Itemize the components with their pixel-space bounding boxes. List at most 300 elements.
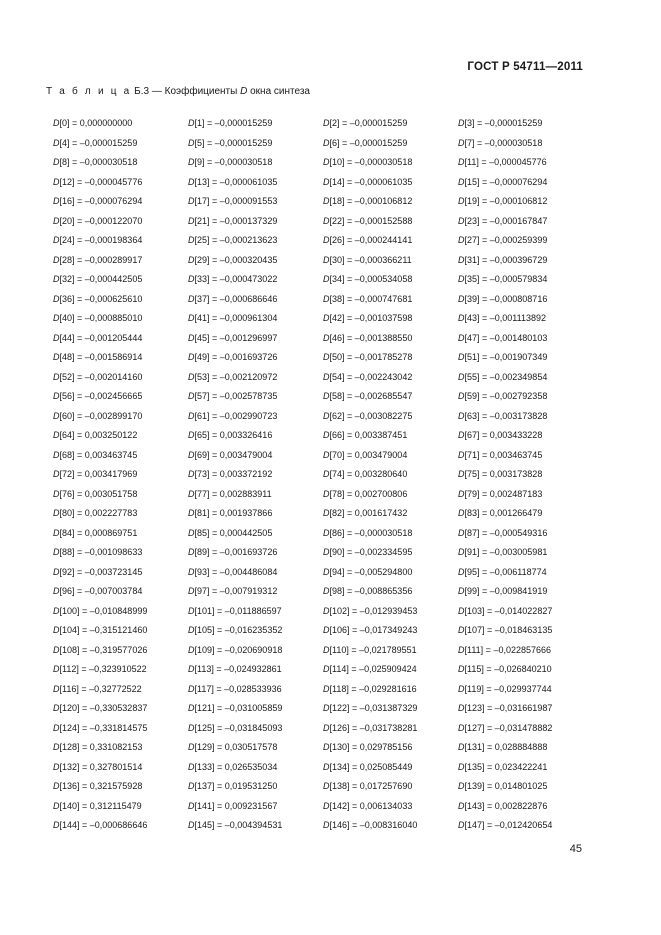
table-row	[53, 429, 613, 449]
coefficient-value: [46] = –0,001388550	[329, 332, 413, 343]
coefficient-cell	[458, 702, 593, 722]
coefficient-value: [138] = 0,017257690	[329, 781, 413, 791]
coefficient-symbol: D	[458, 137, 465, 148]
coefficient-symbol: D	[458, 644, 465, 655]
table-row	[53, 351, 613, 371]
table-row	[53, 449, 613, 469]
coefficient-value: [23] = –0,000167847	[464, 215, 548, 226]
coefficient-cell	[188, 702, 323, 722]
table-row	[53, 605, 613, 625]
coefficient-value: [83] = 0,001266479	[464, 508, 543, 518]
coefficient-cell	[53, 117, 188, 137]
coefficient-value: [32] = –0,000442505	[59, 274, 143, 284]
table-row	[53, 507, 613, 527]
coefficient-cell	[458, 332, 593, 352]
coefficient-cell	[188, 117, 323, 137]
coefficient-cell	[458, 117, 593, 137]
coefficient-cell	[458, 410, 593, 430]
coefficient-symbol: D	[188, 254, 195, 265]
coefficient-cell	[323, 410, 458, 430]
coefficient-cell	[458, 546, 593, 566]
table-row	[53, 527, 613, 547]
coefficient-value: [72] = 0,003417969	[59, 469, 138, 479]
coefficient-cell	[323, 468, 458, 488]
coefficient-cell	[53, 215, 188, 235]
coefficient-value: [54] = –0,002243042	[329, 371, 413, 382]
coefficient-symbol: D	[323, 625, 330, 635]
coefficient-cell	[458, 351, 593, 371]
coefficient-cell	[323, 312, 458, 332]
coefficient-symbol: D	[53, 274, 60, 284]
coefficient-cell	[458, 137, 593, 157]
coefficient-symbol: D	[458, 293, 465, 304]
coefficient-symbol: D	[188, 586, 195, 596]
table-row	[53, 566, 613, 586]
coefficient-value: [137] = 0,019531250	[194, 781, 278, 791]
coefficient-symbol: D	[188, 820, 195, 830]
coefficient-value: [68] = 0,003463745	[59, 449, 138, 460]
coefficient-value: [10] = –0,000030518	[329, 157, 413, 167]
coefficient-cell	[53, 644, 188, 664]
table-row	[53, 117, 613, 137]
coefficient-cell	[458, 605, 593, 625]
coefficient-cell	[188, 819, 323, 839]
coefficient-value: [119] = –0,029937744	[464, 683, 552, 694]
coefficient-cell	[323, 429, 458, 449]
coefficient-value: [122] = –0,031387329	[329, 703, 418, 713]
coefficient-symbol: D	[458, 664, 465, 674]
coefficient-value: [19] = –0,000106812	[464, 196, 548, 206]
coefficient-symbol: D	[188, 332, 195, 343]
coefficient-value: [101] = –0,011886597	[194, 605, 282, 616]
coefficient-cell	[188, 741, 323, 761]
coefficient-symbol: D	[323, 196, 330, 206]
coefficient-value: [131] = 0,028884888	[464, 742, 548, 752]
coefficient-value: [50] = –0,001785278	[329, 352, 413, 362]
coefficient-value: [27] = –0,000259399	[464, 235, 548, 245]
coefficient-value: [75] = 0,003173828	[464, 469, 543, 479]
coefficient-cell	[53, 351, 188, 371]
coefficient-symbol: D	[188, 781, 195, 791]
coefficient-value: [123] = –0,031661987	[464, 703, 553, 713]
coefficient-cell	[188, 566, 323, 586]
page-number: 45	[569, 843, 582, 855]
coefficient-cell	[458, 156, 593, 176]
coefficient-symbol: D	[323, 235, 330, 245]
table-row	[53, 683, 613, 703]
coefficient-symbol: D	[188, 215, 195, 226]
coefficient-value: [96] = –0,007003784	[59, 586, 143, 596]
coefficient-symbol: D	[188, 547, 195, 557]
coefficient-cell	[53, 702, 188, 722]
coefficient-cell	[53, 137, 188, 157]
coefficient-cell	[188, 371, 323, 391]
coefficient-cell	[323, 761, 458, 781]
coefficient-value: [51] = –0,001907349	[464, 352, 548, 362]
coefficient-symbol: D	[53, 820, 60, 830]
coefficient-cell	[53, 800, 188, 820]
coefficient-cell	[188, 351, 323, 371]
coefficient-cell	[458, 722, 593, 742]
coefficient-value: [13] = –0,000061035	[194, 176, 278, 187]
coefficient-value: [30] = –0,000366211	[329, 254, 412, 265]
table-row	[53, 644, 613, 664]
coefficient-cell	[188, 605, 323, 625]
coefficient-symbol: D	[53, 157, 60, 167]
coefficient-symbol: D	[188, 410, 195, 421]
coefficient-value: [135] = 0,023422241	[464, 761, 548, 772]
coefficient-cell	[458, 507, 593, 527]
coefficient-value: [7] = –0,000030518	[464, 137, 543, 148]
coefficient-symbol: D	[323, 644, 330, 655]
table-row	[53, 488, 613, 508]
coefficient-cell	[53, 546, 188, 566]
coefficient-symbol: D	[458, 118, 465, 128]
coefficient-symbol: D	[53, 742, 60, 752]
coefficient-cell	[323, 390, 458, 410]
coefficient-cell	[53, 507, 188, 527]
coefficient-symbol: D	[323, 761, 330, 772]
coefficient-value: [39] = –0,000808716	[464, 293, 548, 304]
coefficient-cell	[323, 117, 458, 137]
table-row	[53, 800, 613, 820]
coefficient-symbol: D	[53, 410, 60, 421]
coefficient-symbol: D	[323, 605, 330, 616]
coefficient-symbol: D	[323, 254, 330, 265]
coefficient-value: [103] = –0,014022827	[464, 605, 553, 616]
coefficient-symbol: D	[458, 800, 465, 811]
coefficient-symbol: D	[458, 176, 465, 187]
coefficient-value: [147] = –0,012420654	[464, 820, 553, 830]
coefficient-symbol: D	[188, 722, 195, 733]
coefficient-cell	[323, 566, 458, 586]
coefficient-cell	[188, 527, 323, 547]
coefficient-symbol: D	[323, 566, 330, 577]
table-row	[53, 663, 613, 683]
coefficient-symbol: D	[53, 196, 60, 206]
coefficient-cell	[323, 663, 458, 683]
coefficient-value: [146] = –0,008316040	[329, 820, 418, 830]
coefficient-symbol: D	[188, 508, 195, 518]
coefficient-symbol: D	[53, 332, 60, 343]
coefficient-cell	[323, 546, 458, 566]
coefficient-symbol: D	[458, 157, 465, 167]
coefficient-symbol: D	[323, 157, 330, 167]
coefficient-symbol: D	[458, 274, 465, 284]
coefficient-cell	[188, 644, 323, 664]
coefficient-value: [143] = 0,002822876	[464, 800, 548, 811]
coefficient-value: [53] = –0,002120972	[194, 371, 278, 382]
coefficient-cell	[188, 234, 323, 254]
coefficient-value: [114] = –0,025909424	[329, 664, 417, 674]
coefficient-value: [31] = –0,000396729	[464, 254, 548, 265]
coefficient-symbol: D	[53, 644, 60, 655]
coefficient-symbol: D	[53, 625, 60, 635]
coefficient-symbol: D	[188, 196, 195, 206]
coefficient-cell	[53, 176, 188, 196]
coefficient-value: [145] = –0,004394531	[194, 820, 283, 830]
table-row	[53, 761, 613, 781]
coefficient-value: [28] = –0,000289917	[59, 254, 143, 265]
coefficient-value: [142] = 0,006134033	[329, 800, 413, 811]
coefficient-symbol: D	[53, 391, 60, 401]
coefficient-cell	[53, 195, 188, 215]
coefficient-symbol: D	[53, 430, 60, 440]
coefficient-cell	[188, 780, 323, 800]
coefficient-value: [69] = 0,003479004	[194, 449, 273, 460]
coefficient-value: [102] = –0,012939453	[329, 605, 418, 616]
coefficient-symbol: D	[53, 352, 60, 362]
coefficient-value: [109] = –0,020690918	[194, 644, 283, 655]
coefficient-cell	[53, 468, 188, 488]
coefficient-symbol: D	[323, 293, 330, 304]
coefficient-symbol: D	[188, 118, 195, 128]
coefficient-symbol: D	[323, 683, 330, 694]
coefficients-table	[53, 117, 613, 839]
coefficient-value: [104] = –0,315121460	[59, 625, 148, 635]
coefficient-value: [106] = –0,017349243	[329, 625, 418, 635]
coefficient-value: [91] = –0,003005981	[464, 547, 548, 557]
table-row	[53, 741, 613, 761]
coefficient-symbol: D	[53, 800, 60, 811]
coefficient-symbol: D	[53, 703, 60, 713]
table-row	[53, 293, 613, 313]
coefficient-value: [43] = –0,001113892	[464, 313, 546, 323]
coefficient-symbol: D	[458, 235, 465, 245]
coefficient-cell	[53, 780, 188, 800]
coefficient-value: [47] = –0,001480103	[464, 332, 548, 343]
coefficient-cell	[188, 722, 323, 742]
coefficient-cell	[323, 156, 458, 176]
coefficient-value: [74] = 0,003280640	[329, 469, 408, 479]
coefficient-value: [67] = 0,003433228	[464, 430, 543, 440]
coefficient-cell	[188, 332, 323, 352]
coefficient-cell	[458, 566, 593, 586]
table-row	[53, 702, 613, 722]
coefficient-value: [107] = –0,018463135	[464, 625, 553, 635]
coefficient-value: [24] = –0,000198364	[59, 235, 143, 245]
coefficient-symbol: D	[53, 722, 60, 733]
coefficient-symbol: D	[53, 293, 60, 304]
coefficient-cell	[458, 449, 593, 469]
coefficient-value: [128] = 0,331082153	[59, 742, 143, 752]
coefficient-value: [85] = 0,000442505	[194, 527, 273, 538]
coefficient-symbol: D	[53, 137, 60, 148]
coefficient-symbol: D	[323, 410, 330, 421]
coefficient-cell	[323, 741, 458, 761]
coefficient-value: [14] = –0,000061035	[329, 176, 413, 187]
coefficient-cell	[53, 449, 188, 469]
coefficient-cell	[188, 429, 323, 449]
coefficient-value: [44] = –0,001205444	[59, 332, 143, 343]
coefficient-value: [70] = 0,003479004	[329, 449, 408, 460]
coefficient-cell	[188, 624, 323, 644]
coefficient-value: [11] = –0,000045776	[464, 157, 547, 167]
coefficient-value: [49] = –0,001693726	[194, 352, 278, 362]
coefficient-cell	[188, 156, 323, 176]
coefficient-cell	[458, 644, 593, 664]
coefficient-cell	[458, 741, 593, 761]
coefficient-value: [112] = –0,323910522	[59, 664, 147, 674]
coefficient-cell	[458, 761, 593, 781]
coefficient-value: [110] = –0,021789551	[329, 644, 417, 655]
coefficient-symbol: D	[458, 547, 465, 557]
coefficient-value: [113] = –0,024932861	[194, 664, 282, 674]
coefficient-cell	[458, 390, 593, 410]
coefficient-value: [4] = –0,000015259	[59, 137, 138, 148]
coefficient-cell	[323, 215, 458, 235]
coefficient-symbol: D	[323, 118, 330, 128]
coefficient-value: [15] = –0,000076294	[464, 176, 548, 187]
coefficient-value: [141] = 0,009231567	[194, 800, 278, 811]
coefficient-symbol: D	[458, 781, 465, 791]
coefficient-symbol: D	[458, 410, 465, 421]
coefficient-symbol: D	[323, 215, 330, 226]
coefficient-symbol: D	[323, 800, 330, 811]
coefficient-value: [5] = –0,000015259	[194, 137, 273, 148]
coefficient-symbol: D	[53, 488, 60, 499]
coefficient-symbol: D	[53, 664, 60, 674]
coefficient-value: [18] = –0,000106812	[329, 196, 413, 206]
coefficient-value: [22] = –0,000152588	[329, 215, 413, 226]
coefficient-value: [98] = –0,008865356	[329, 586, 413, 596]
coefficient-value: [89] = –0,001693726	[194, 547, 278, 557]
table-row	[53, 819, 613, 839]
coefficient-cell	[53, 312, 188, 332]
table-row	[53, 176, 613, 196]
coefficient-cell	[323, 585, 458, 605]
coefficient-symbol: D	[323, 703, 330, 713]
table-row	[53, 254, 613, 274]
coefficient-symbol: D	[188, 605, 195, 616]
coefficient-cell	[53, 761, 188, 781]
coefficient-value: [29] = –0,000320435	[194, 254, 278, 265]
coefficient-value: [100] = –0,010848999	[59, 605, 148, 616]
coefficient-symbol: D	[323, 352, 330, 362]
coefficient-cell	[188, 312, 323, 332]
coefficient-value: [139] = 0,014801025	[464, 781, 548, 791]
coefficient-symbol: D	[53, 313, 60, 323]
coefficient-symbol: D	[188, 683, 195, 694]
coefficient-symbol: D	[53, 586, 60, 596]
coefficient-symbol: D	[458, 586, 465, 596]
coefficient-symbol: D	[53, 683, 60, 694]
table-row	[53, 195, 613, 215]
coefficient-cell	[458, 663, 593, 683]
coefficient-value: [108] = –0,319577026	[59, 644, 148, 655]
coefficient-cell	[53, 293, 188, 313]
coefficient-symbol: D	[458, 196, 465, 206]
coefficient-value: [0] = 0,000000000	[59, 118, 133, 128]
coefficient-cell	[458, 585, 593, 605]
coefficient-cell	[323, 254, 458, 274]
coefficient-cell	[323, 527, 458, 547]
coefficient-cell	[53, 390, 188, 410]
coefficient-value: [34] = –0,000534058	[329, 274, 413, 284]
coefficient-cell	[323, 195, 458, 215]
coefficient-symbol: D	[53, 235, 60, 245]
coefficient-value: [71] = 0,003463745	[464, 449, 543, 460]
coefficient-symbol: D	[458, 820, 465, 830]
coefficient-cell	[323, 683, 458, 703]
coefficient-value: [37] = –0,000686646	[194, 293, 278, 304]
table-row	[53, 371, 613, 391]
coefficient-cell	[188, 663, 323, 683]
coefficient-value: [63] = –0,003173828	[464, 410, 548, 421]
coefficient-symbol: D	[53, 254, 60, 265]
coefficient-value: [52] = –0,002014160	[59, 371, 143, 382]
coefficient-cell	[53, 819, 188, 839]
coefficient-cell	[458, 800, 593, 820]
coefficient-cell	[53, 585, 188, 605]
coefficient-symbol: D	[188, 391, 195, 401]
coefficient-value: [125] = –0,031845093	[194, 722, 283, 733]
coefficient-symbol: D	[323, 274, 330, 284]
coefficient-cell	[458, 780, 593, 800]
coefficient-symbol: D	[323, 391, 330, 401]
coefficient-symbol: D	[458, 566, 465, 577]
coefficient-cell	[458, 429, 593, 449]
coefficient-cell	[323, 273, 458, 293]
coefficient-cell	[53, 332, 188, 352]
coefficient-value: [36] = –0,000625610	[59, 293, 143, 304]
coefficient-cell	[53, 410, 188, 430]
caption-symbol: D	[240, 86, 248, 97]
coefficient-value: [33] = –0,000473022	[194, 274, 278, 284]
coefficient-value: [56] = –0,002456665	[59, 391, 143, 401]
coefficient-cell	[323, 351, 458, 371]
table-row	[53, 410, 613, 430]
coefficient-symbol: D	[458, 703, 465, 713]
coefficient-value: [92] = –0,003723145	[59, 566, 143, 577]
coefficient-value: [129] = 0,030517578	[194, 742, 278, 752]
coefficient-symbol: D	[188, 742, 195, 752]
coefficient-cell	[458, 215, 593, 235]
table-row	[53, 273, 613, 293]
coefficient-value: [121] = –0,031005859	[194, 703, 283, 713]
coefficient-value: [127] = –0,031478882	[464, 722, 553, 733]
coefficient-value: [57] = –0,002578735	[194, 391, 278, 401]
coefficient-symbol: D	[53, 566, 60, 577]
coefficient-symbol: D	[53, 508, 60, 518]
coefficient-cell	[188, 176, 323, 196]
coefficient-value: [16] = –0,000076294	[59, 196, 143, 206]
coefficient-cell	[188, 488, 323, 508]
coefficient-cell	[53, 741, 188, 761]
coefficient-symbol: D	[188, 488, 195, 499]
coefficient-symbol: D	[458, 391, 465, 401]
coefficient-value: [90] = –0,002334595	[329, 547, 413, 557]
coefficient-cell	[53, 663, 188, 683]
coefficient-symbol: D	[53, 469, 60, 479]
coefficient-symbol: D	[323, 488, 330, 499]
coefficient-value: [87] = –0,000549316	[464, 527, 548, 538]
coefficient-value: [60] = –0,002899170	[59, 410, 143, 421]
coefficient-value: [79] = 0,002487183	[464, 488, 543, 499]
coefficient-value: [76] = 0,003051758	[59, 488, 138, 499]
coefficient-symbol: D	[323, 449, 330, 460]
coefficient-symbol: D	[188, 176, 195, 187]
coefficient-cell	[53, 429, 188, 449]
coefficient-value: [80] = 0,002227783	[59, 508, 138, 518]
coefficient-symbol: D	[188, 313, 195, 323]
coefficient-value: [133] = 0,026535034	[194, 761, 278, 772]
coefficient-cell	[53, 683, 188, 703]
coefficient-cell	[53, 254, 188, 274]
coefficient-value: [66] = 0,003387451	[329, 430, 408, 440]
table-row	[53, 390, 613, 410]
coefficient-symbol: D	[323, 527, 330, 538]
